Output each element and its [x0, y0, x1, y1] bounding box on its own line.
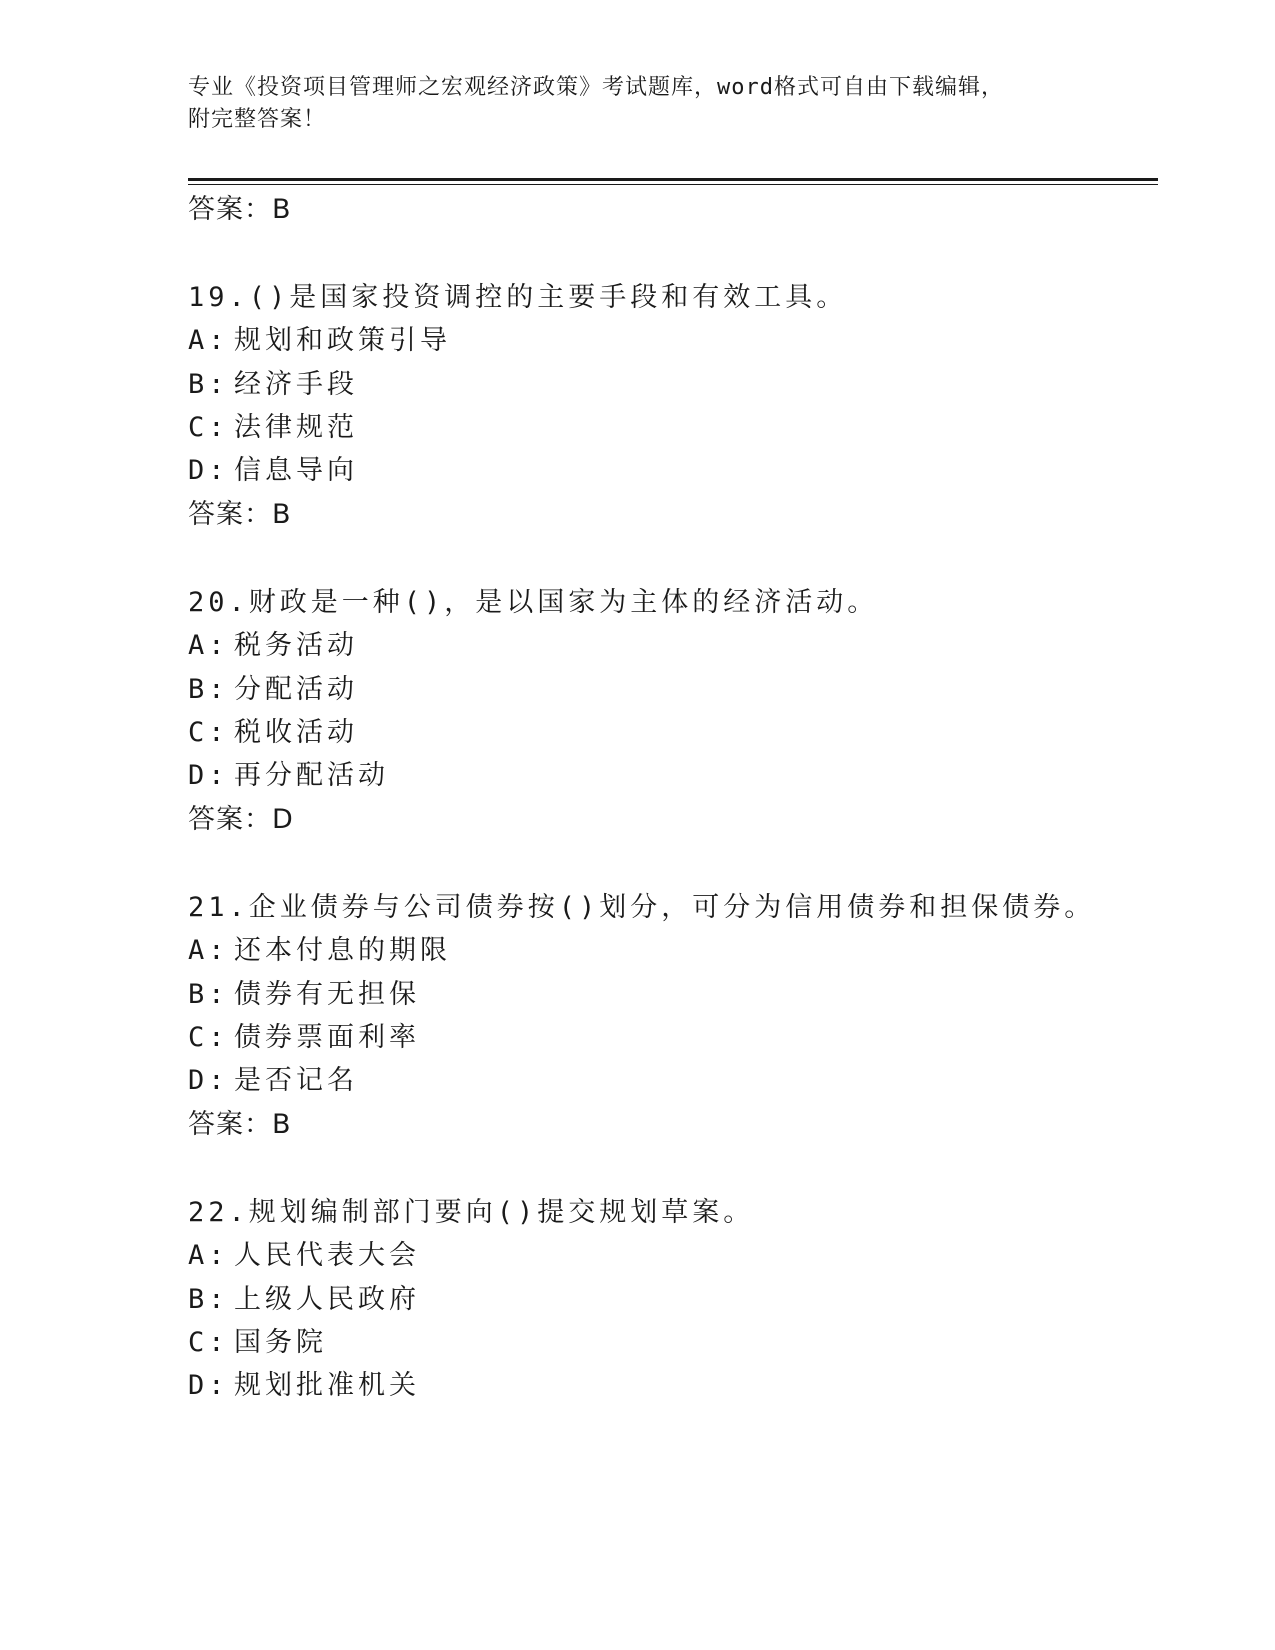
option-text: 债券有无担保 [234, 979, 420, 1010]
option-label: D: [188, 1065, 229, 1096]
header-line-2: 附完整答案！ [188, 107, 327, 132]
option-label: C: [188, 412, 229, 443]
option-text: 是否记名 [234, 1065, 358, 1096]
option-b [188, 367, 358, 403]
option-d [188, 1368, 420, 1404]
header-rule-thin [188, 184, 1158, 185]
question-stem: 22.规划编制部门要向()提交规划草案。 [188, 1197, 755, 1228]
question-stem: 21.企业债券与公司债券按()划分，可分为信用债券和担保债券。 [188, 892, 1096, 923]
option-label: C: [188, 1327, 229, 1358]
option-a [188, 1238, 420, 1274]
option-label: D: [188, 1370, 229, 1401]
option-a [188, 933, 451, 969]
option-d [188, 1063, 358, 1099]
option-label: B: [188, 979, 229, 1010]
option-text: 债券票面利率 [234, 1022, 420, 1053]
option-b [188, 1282, 420, 1318]
option-text: 信息导向 [234, 455, 358, 486]
option-text: 规划批准机关 [234, 1370, 420, 1401]
option-c [188, 1020, 420, 1056]
option-label: C: [188, 717, 229, 748]
option-label: D: [188, 455, 229, 486]
option-label: A: [188, 1240, 229, 1271]
option-a [188, 323, 451, 359]
option-text: 上级人民政府 [234, 1284, 420, 1315]
answer-line: 答案：B [188, 499, 292, 530]
option-label: B: [188, 1284, 229, 1315]
option-text: 还本付息的期限 [234, 935, 451, 966]
option-text: 规划和政策引导 [234, 325, 451, 356]
option-b [188, 977, 420, 1013]
question-stem: 19.()是国家投资调控的主要手段和有效工具。 [188, 282, 848, 313]
answer-line: 答案：B [188, 194, 292, 225]
option-b [188, 672, 358, 708]
option-c [188, 1325, 327, 1361]
option-label: C: [188, 1022, 229, 1053]
option-c [188, 410, 358, 446]
option-text: 国务院 [234, 1327, 327, 1358]
option-label: A: [188, 630, 229, 661]
option-d [188, 758, 389, 794]
option-label: A: [188, 325, 229, 356]
option-text: 分配活动 [234, 674, 358, 705]
header-line-1: 专业《投资项目管理师之宏观经济政策》考试题库，word格式可自由下载编辑， [188, 75, 1004, 100]
option-c [188, 715, 358, 751]
option-text: 税收活动 [234, 717, 358, 748]
option-label: D: [188, 760, 229, 791]
option-label: B: [188, 369, 229, 400]
option-text: 税务活动 [234, 630, 358, 661]
option-text: 法律规范 [234, 412, 358, 443]
header-rule-thick [188, 178, 1158, 181]
option-a [188, 628, 358, 664]
option-d [188, 453, 358, 489]
answer-line: 答案：B [188, 1109, 292, 1140]
option-text: 人民代表大会 [234, 1240, 420, 1271]
option-text: 再分配活动 [234, 760, 389, 791]
question-stem: 20.财政是一种()，是以国家为主体的经济活动。 [188, 587, 879, 618]
option-label: B: [188, 674, 229, 705]
option-label: A: [188, 935, 229, 966]
answer-line: 答案：D [188, 804, 294, 835]
document-header [188, 72, 1068, 136]
option-text: 经济手段 [234, 369, 358, 400]
